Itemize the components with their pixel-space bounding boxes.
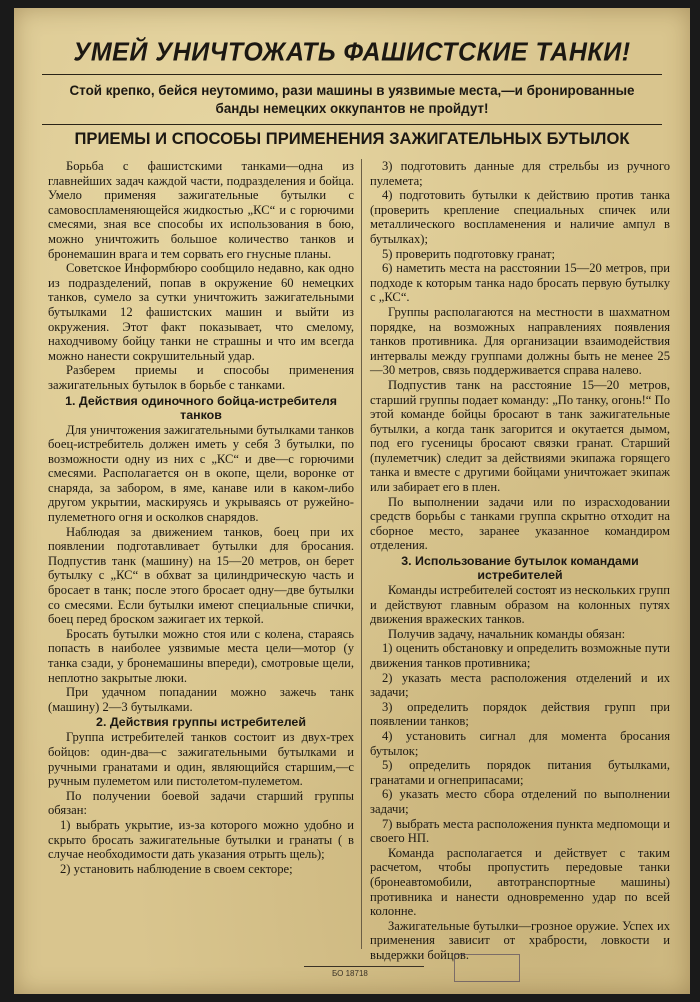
paragraph: Группы располагаются на местности в шахматном порядке, на возможных направлениях появления танков противника. Для организации взаимодействия интервалы между группами должны быть не менее 25—30 метров, связь поддерживается справа налево.: [370, 304, 670, 378]
paragraph: Подпустив танк на расстояние 15—20 метров, старший группы подает команду: „По танку, огонь!“ По этой команде бойцы бросают в танк зажигательные бутылки, а когда танк загорится и окутается дымом, под его гусеницы бросают связки гранат. Старший (пулеметчик) следит за действиями экипажа горящего танка и вместе с другими бойцами уничтожает экипаж или забирает его в плен.: [370, 377, 670, 495]
paragraph: При удачном попадании можно зажечь танк (машину) 2—3 бутылками.: [48, 685, 354, 714]
headline: УМЕЙ УНИЧТОЖАТЬ ФАШИСТСКИЕ ТАНКИ!: [73, 37, 631, 67]
paragraph: Зажигательные бутылки—грозное оружие. Успех их применения зависит от храбрости, ловкости и выдержки бойцов.: [370, 918, 670, 962]
list-item: 3) подготовить данные для стрельбы из ручного пулемета;: [370, 159, 670, 188]
paragraph: Команда располагается и действует с таким расчетом, чтобы пропустить передовые танки (бронеавтомобили, автотранспортные машины) противника и нанести одновременно удар по всей колонне.: [370, 845, 670, 919]
list-item: 5) определить порядок питания бутылками, гранатами и огнеприпасами;: [370, 758, 670, 787]
paragraph: Борьба с фашистскими танками—одна из главнейших задач каждой части, подразделения и бойца. Умело применяя зажигательные бутылки с самовоспламеняющейся жидкостью „КС“ и с горючими смесями, зная все способы их использования в бою, можно уничтожить большое количество танков и бронемашин врага и тем сорвать его гнусные планы.: [48, 159, 354, 261]
paragraph: Бросать бутылки можно стоя или с колена, стараясь попасть в наиболее уязвимые места цели—мотор (у танка сзади, у бронемашины впереди), смотровые щели, неплотно закрытые люки.: [48, 626, 354, 685]
list-item: 4) подготовить бутылки к действию против танка (проверить крепление специальных спичек или металлического воспламенения и наличие ампул в бутылках);: [370, 188, 670, 246]
list-item: 6) указать место сбора отделений по выполнении задачи;: [370, 787, 670, 816]
paragraph: Разберем приемы и способы применения зажигательных бутылок в борьбе с танками.: [48, 363, 354, 392]
list-item: 4) установить сигнал для момента бросания бутылок;: [370, 728, 670, 758]
list-item: 1) выбрать укрытие, из-за которого можно удобно и скрыто бросать зажигательные бутылки и гранаты ( в случае необходимости дать указания отрыть щель);: [48, 817, 354, 862]
list-item: 5) проверить подготовку гранат;: [382, 246, 555, 261]
footer-rule: [304, 966, 424, 967]
right-column: [370, 159, 670, 962]
list-item: 1) оценить обстановку и определить возможные пути движения танков противника;: [370, 641, 670, 670]
list-item: 2) установить наблюдение в своем секторе;: [60, 861, 293, 876]
archive-stamp: [229, 13, 399, 19]
list-item: 7) выбрать места расположения пункта медпомощи и своего НП.: [370, 816, 670, 846]
print-code: БО 18718: [332, 969, 368, 978]
column-divider: [361, 159, 362, 949]
section-title: ПРИЕМЫ И СПОСОБЫ ПРИМЕНЕНИЯ ЗАЖИГАТЕЛЬНЫХ БУТЫЛОК: [74, 129, 630, 148]
subsection-heading-1: 1. Действия одиночного бойца-истребителя танков: [65, 393, 337, 422]
paragraph: Наблюдая за движением танков, боец при их появлении подготавливает бутылки для бросания. Подпустив танк (машину) на 15—20 метров, он берет бутылку с „КС“ в обхват за цилиндрическую часть и бросает в танк; после этого бросает одну—две бутылки со смесями. Если бутылки имеют специальные спички, боец перед броском зажигает их теркой.: [48, 524, 354, 627]
paragraph: По получении боевой задачи старший группы обязан:: [48, 788, 354, 818]
subheadline: Стой крепко, бейся неутомимо, рази машины в уязвимые места,—и бронированные банды немецких оккупантов не пройдут!: [69, 83, 635, 116]
subsection-heading-3: 3. Использование бутылок командами истребителей: [401, 554, 639, 583]
subheadline-rule: [42, 124, 662, 125]
paragraph: Команды истребителей состоят из нескольких групп и действуют главным образом на колонных путях движения вражеских танков.: [370, 583, 670, 627]
left-column: [48, 159, 354, 876]
headline-rule: [42, 74, 662, 75]
paragraph: Группа истребителей танков состоит из двух-трех бойцов: один-два—с зажигательными бутылками и ручными гранатами и один, являющийся старшим,—с ручным пулеметом или пистолетом-пулеметом.: [48, 730, 354, 789]
subsection-heading-2: 2. Действия группы истребителей: [96, 715, 306, 730]
leaflet-sheet: [14, 8, 690, 994]
list-item: 3) определить порядок действия групп при появлении танков;: [370, 699, 670, 729]
paragraph: Для уничтожения зажигательными бутылками танков боец-истребитель должен иметь у себя 3 бутылки, по возможности одну из них с „КС“ и две—с горючими смесями. Располагается он в окопе, щели, воронке от снаряда, за забором, в яме, канаве или в каком-либо другом укрытии, маскируясь и укрываясь от ружейно-пулеметного огня и осколков снарядов.: [48, 422, 354, 525]
paragraph: По выполнении задачи или по израсходовании средств борьбы с танками группа скрытно отходит на сборное место, заранее указанное командиром отделения.: [370, 494, 670, 553]
paragraph: Советское Информбюро сообщило недавно, как одно из подразделений, попав в окружение 60 немецких танков, сумело за сутки уничтожить зажигательными бутылками 12 фашистских машин и выйти из окружения. Этот факт показывает, что смелому, находчивому бойцу танки не страшны и что им всегда можно нанести сокрушительный удар.: [48, 261, 354, 363]
list-item: 2) указать места расположения отделений и их задачи;: [370, 670, 670, 700]
library-stamp: [454, 954, 520, 982]
list-item: 6) наметить места на расстоянии 15—20 метров, при подходе к которым танка надо бросать первую бутылку с „КС“.: [370, 261, 670, 305]
paragraph: Получив задачу, начальник команды обязан:: [388, 626, 626, 641]
